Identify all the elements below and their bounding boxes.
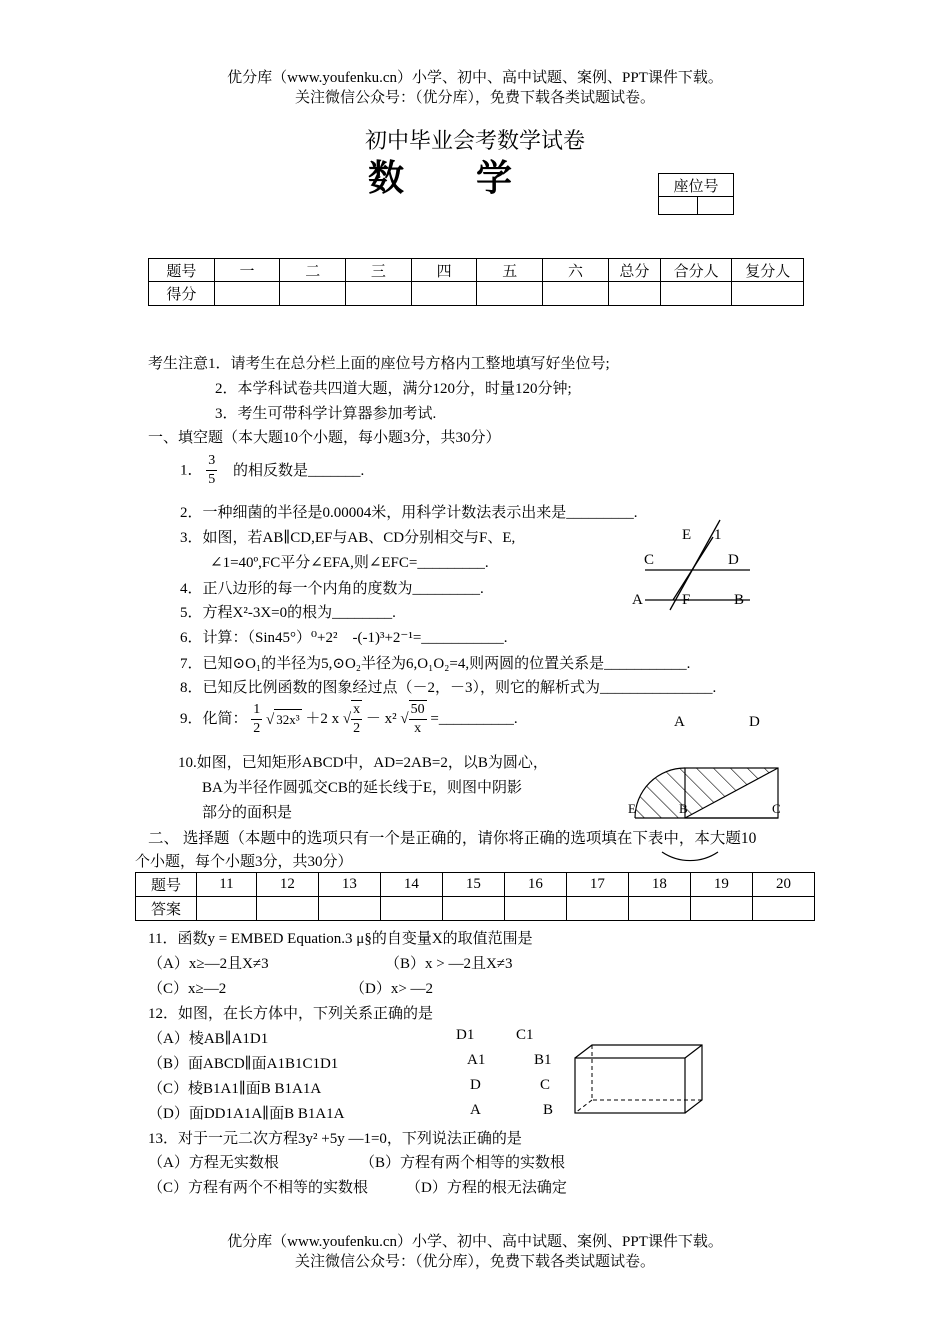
figure-q10 [620, 760, 790, 880]
q1-fraction [206, 452, 217, 489]
q12-option-b: （B）面ABCD∥面A1B1C1D1 [148, 1056, 339, 1072]
answer-header: 20 [752, 873, 814, 897]
answer-cell[interactable] [504, 897, 566, 921]
q9-fraction-2 [351, 700, 362, 738]
answer-table [135, 872, 815, 921]
score-header: 一 [214, 259, 280, 282]
q1-frac-den: 5 [208, 472, 216, 487]
arc-bottom [662, 852, 718, 861]
q9-minus: － x² [365, 711, 397, 727]
section2-heading-1: 二、 选择题（本题中的选项只有一个是正确的，请你将正确的选项填在下表中，本大题10 [148, 830, 757, 847]
answer-header: 11 [197, 873, 257, 897]
shaded-sector [635, 768, 685, 818]
fig10-label-e: E [628, 801, 636, 816]
q9-f3-num: 50 [409, 701, 427, 720]
footer-line-1: 优分库（www.youfenku.cn）小学、初中、高中试题、案例、PPT课件下载。 [227, 1234, 723, 1250]
box-label-a1: A1 [467, 1052, 486, 1068]
q9-f2-den: 2 [353, 721, 361, 736]
header-line-2: 关注微信公众号：（优分库），免费下载各类试题试卷。 [294, 90, 655, 106]
box-label-c: C [540, 1077, 551, 1093]
q12-option-a: （A）棱AB∥A1D1 [148, 1031, 269, 1047]
score-table [148, 258, 804, 306]
box-label-d1: D1 [456, 1027, 475, 1043]
question-13: 13．对于一元二次方程3y² +5y —1=0，下列说法正确的是 [148, 1131, 522, 1147]
score-cell[interactable] [346, 282, 412, 306]
q13-option-d: （D）方程的根无法确定 [406, 1180, 567, 1196]
seat-label: 座位号 [659, 174, 734, 197]
q11-option-a: （A）x≥—2且X≠3 [148, 956, 269, 972]
exam-title: 初中毕业会考数学试卷 [364, 128, 585, 153]
question-2: 2．一种细菌的半径是0.00004米，用科学计数法表示出来是_________. [180, 505, 638, 521]
notice-label: 考生注意 [148, 356, 209, 372]
fig3-label-d: D [728, 552, 739, 568]
question-3a: 3．如图，若AB∥CD,EF与AB、CD分别相交与F、E, [180, 530, 516, 546]
score-cell[interactable] [732, 282, 804, 306]
q11-option-c: （C）x≥—2 [148, 981, 227, 997]
fig3-label-c: C [644, 552, 655, 568]
q12-option-d: （D）面DD1A1A∥面B B1A1A [148, 1106, 345, 1122]
fig3-label-a: A [632, 592, 643, 608]
figure-cuboid [570, 1040, 715, 1120]
answer-cell[interactable] [442, 897, 504, 921]
notice-item-3: 3．考生可带科学计算器参加考试. [215, 406, 437, 422]
seat-cell-1[interactable] [659, 197, 698, 215]
score-row-label: 得分 [149, 282, 215, 306]
score-header: 二 [280, 259, 346, 282]
question-7: 7．已知⊙O₁的半径为5,⊙O₂半径为6,O₁O₂=4,则两圆的位置关系是___________. [180, 656, 691, 672]
answer-cell[interactable] [628, 897, 690, 921]
fig3-label-e: E [682, 527, 692, 543]
question-5: 5．方程X²-3X=0的根为________. [180, 605, 396, 621]
score-header: 三 [346, 259, 412, 282]
answer-cell[interactable] [690, 897, 752, 921]
question-10b: BA为半径作圆弧交CB的延长线于E，则图中阴影 [202, 780, 523, 796]
answer-header: 17 [566, 873, 628, 897]
score-header: 六 [543, 259, 609, 282]
cuboid-hidden-edge [575, 1100, 592, 1113]
box-label-c1: C1 [516, 1027, 534, 1043]
notice-item-1: 1．请考生在总分栏上面的座位号方格内工整地填写好坐位号; [208, 356, 610, 372]
answer-cell[interactable] [318, 897, 380, 921]
q11-option-d: （D）x> —2 [350, 981, 434, 997]
q9-f3-den: x [414, 721, 422, 736]
answer-header: 18 [628, 873, 690, 897]
q9-f1-den: 2 [253, 720, 261, 736]
score-cell[interactable] [477, 282, 543, 306]
q9-f1-num: 1 [251, 701, 262, 720]
q1-number: 1． [180, 462, 203, 479]
box-label-a: A [470, 1102, 481, 1118]
answer-cell[interactable] [256, 897, 318, 921]
box-label-d: D [470, 1077, 481, 1093]
question-6: 6．计算：（Sin45°）⁰+2² -(-1)³+2⁻¹=___________. [180, 630, 508, 646]
answer-cell[interactable] [752, 897, 814, 921]
answer-cell[interactable] [380, 897, 442, 921]
answer-header: 题号 [136, 873, 197, 897]
question-3b: ∠1=40º,FC平分∠EFA,则∠EFC=_________. [210, 555, 489, 571]
answer-header: 14 [380, 873, 442, 897]
subject-title: 数 学 [368, 158, 513, 199]
score-header: 四 [411, 259, 477, 282]
q9-fraction-1 [251, 701, 262, 738]
score-header: 总分 [608, 259, 660, 282]
line-fc [673, 537, 713, 600]
fig10-label-c: C [772, 801, 781, 816]
q9-root-1: 32x³ [274, 709, 301, 730]
question-12: 12．如图，在长方体中，下列关系正确的是 [148, 1006, 434, 1022]
q9-f2-num: x [351, 701, 362, 720]
answer-header: 16 [504, 873, 566, 897]
fig3-label-1: 1 [714, 527, 722, 543]
notice-item-2: 2．本学科试卷共四道大题，满分120分，时量120分钟; [215, 381, 572, 397]
seat-cell-2[interactable] [698, 197, 734, 215]
cuboid-back-edges [575, 1045, 702, 1113]
box-label-b1: B1 [534, 1052, 552, 1068]
q9-mid: ＋2 x [305, 711, 340, 727]
answer-header: 12 [256, 873, 318, 897]
q9-tail: =__________. [430, 711, 518, 727]
answer-cell[interactable] [566, 897, 628, 921]
seat-number-box [658, 173, 734, 215]
answer-header: 19 [690, 873, 752, 897]
score-cell[interactable] [608, 282, 660, 306]
q12-option-c: （C）棱B1A1∥面B B1A1A [148, 1081, 322, 1097]
q13-option-a: （A）方程无实数根 [148, 1155, 279, 1171]
q13-option-b: （B）方程有两个相等的实数根 [360, 1155, 566, 1171]
answer-header: 15 [442, 873, 504, 897]
section2-heading-2: 个小题，每个小题3分，共30分） [135, 854, 353, 870]
score-cell[interactable] [411, 282, 477, 306]
q1-text: 的相反数是_______. [233, 462, 365, 479]
score-header: 五 [477, 259, 543, 282]
question-10a: 10.如图，已知矩形ABCD中，AD=2AB=2，以B为圆心， [178, 755, 548, 771]
question-8: 8．已知反比例函数的图象经过点（－2，－3），则它的解析式为_______________. [180, 680, 717, 696]
fig10-label-d: D [749, 714, 760, 730]
score-header: 复分人 [732, 259, 804, 282]
box-label-b: B [543, 1102, 554, 1118]
fig10-label-b: B [679, 801, 688, 816]
score-cell[interactable] [543, 282, 609, 306]
section1-heading: 一、填空题（本大题10个小题，每小题3分，共30分） [148, 430, 501, 446]
answer-row-label: 答案 [136, 897, 197, 921]
score-header: 合分人 [660, 259, 732, 282]
question-1 [180, 452, 364, 489]
question-9: 9．化简： $\frac{1}{2}$ √ 32x³ ＋2 x √ $\frac{x}{2}$ － x² √ $\frac{50}{x}$ =__________. [180, 701, 518, 736]
question-11: 11．函数y = EMBED Equation.3 μ§的自变量X的取值范围是 [148, 931, 533, 947]
q11-option-b: （B）x > —2且X≠3 [385, 956, 513, 972]
answer-header: 13 [318, 873, 380, 897]
score-cell[interactable] [660, 282, 732, 306]
q1-frac-num: 3 [206, 452, 217, 471]
fig3-label-b: B [734, 592, 745, 608]
score-header: 题号 [149, 259, 215, 282]
question-4: 4．正八边形的每一个内角的度数为_________. [180, 581, 484, 597]
cuboid-edge-top-right [685, 1045, 702, 1058]
q13-option-c: （C）方程有两个不相等的实数根 [148, 1180, 369, 1196]
footer-line-2: 关注微信公众号：（优分库），免费下载各类试题试卷。 [294, 1254, 655, 1270]
header-line-1: 优分库（www.youfenku.cn）小学、初中、高中试题、案例、PPT课件下载。 [227, 70, 723, 86]
q9-fraction-3 [409, 700, 427, 738]
fig3-label-f: F [682, 592, 691, 608]
answer-cell[interactable] [197, 897, 257, 921]
fig10-label-a: A [674, 714, 685, 730]
q9-number: 9．化简： [180, 711, 248, 727]
score-cell[interactable] [280, 282, 346, 306]
score-cell[interactable] [214, 282, 280, 306]
question-10c: 部分的面积是 [202, 805, 293, 821]
